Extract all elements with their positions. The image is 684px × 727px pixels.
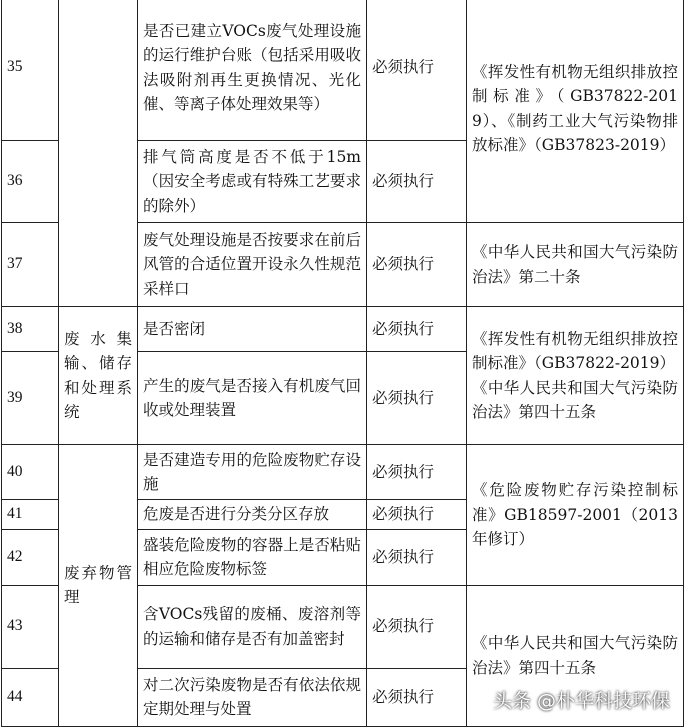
row-number: 36 — [2, 141, 59, 223]
reference-cell: 《危险废物贮存污染控制标准》GB18597-2001（2013年修订） — [467, 445, 684, 586]
reference-cell — [467, 307, 684, 445]
requirement: 必须执行 — [367, 141, 467, 223]
requirement: 必须执行 — [367, 668, 467, 726]
requirement: 必须执行 — [367, 223, 467, 307]
check-item: 是否已建立VOCs废气处理设施的运行维护台账（包括采用吸收法吸附剂再生更换情况、光化催、等离子体处理效果等） — [138, 0, 367, 141]
category-solid-waste: 废弃物管理 — [59, 445, 138, 727]
check-item: 排气筒高度是否不低于15m（因安全考虑或有特殊工艺要求的除外） — [138, 141, 367, 223]
row-number: 41 — [2, 500, 59, 530]
row-number: 37 — [2, 223, 59, 307]
row-number: 43 — [2, 585, 59, 668]
reference-cell: 《中华人民共和国大气污染防治法》第二十条 — [467, 223, 684, 307]
requirement: 必须执行 — [367, 529, 467, 585]
category-cell-empty — [59, 0, 138, 307]
row-number: 39 — [2, 352, 59, 445]
row-number: 40 — [2, 445, 59, 500]
reference-cell: 《挥发性有机物无组织排放控制标准》（GB37822-2019）、《制药工业大气污染物排放标准》（GB37823-2019） — [467, 0, 684, 223]
requirement: 必须执行 — [367, 445, 467, 500]
check-item: 产生的废气是否接入有机废气回收或处理装置 — [138, 352, 367, 445]
row-number: 42 — [2, 529, 59, 585]
row-number: 44 — [2, 668, 59, 726]
reference-cell: 《中华人民共和国大气污染防治法》第四十五条 — [467, 585, 684, 726]
row-number: 38 — [2, 307, 59, 352]
requirement: 必须执行 — [367, 307, 467, 352]
reference-text: 《中华人民共和国大气污染防治法》第四十五条 — [472, 378, 678, 421]
reference-text: 《挥发性有机物无组织排放控制标准》（GB37822-2019） — [472, 329, 678, 372]
watermark: 头条 @朴华科技环保 — [492, 690, 670, 712]
check-item: 是否密闭 — [138, 307, 367, 352]
requirement: 必须执行 — [367, 500, 467, 530]
check-item: 废气处理设施是否按要求在前后风管的合适位置开设永久性规范采样口 — [138, 223, 367, 307]
table-row — [2, 307, 684, 352]
requirement: 必须执行 — [367, 585, 467, 668]
check-item: 是否建造专用的危险废物贮存设施 — [138, 445, 367, 500]
row-number: 35 — [2, 0, 59, 141]
check-item: 对二次污染废物是否有依法依规定期处理与处置 — [138, 668, 367, 726]
checklist-table — [1, 0, 684, 727]
check-item: 盛装危险废物的容器上是否粘贴相应危险废物标签 — [138, 529, 367, 585]
check-item: 危废是否进行分类分区存放 — [138, 500, 367, 530]
requirement: 必须执行 — [367, 352, 467, 445]
table-row — [2, 0, 684, 141]
category-wastewater: 废水集输、储存和处理系统 — [59, 307, 138, 445]
table-row — [2, 445, 684, 500]
requirement: 必须执行 — [367, 0, 467, 141]
check-item: 含VOCs残留的废桶、废溶剂等的运输和储存是否有加盖密封 — [138, 585, 367, 668]
